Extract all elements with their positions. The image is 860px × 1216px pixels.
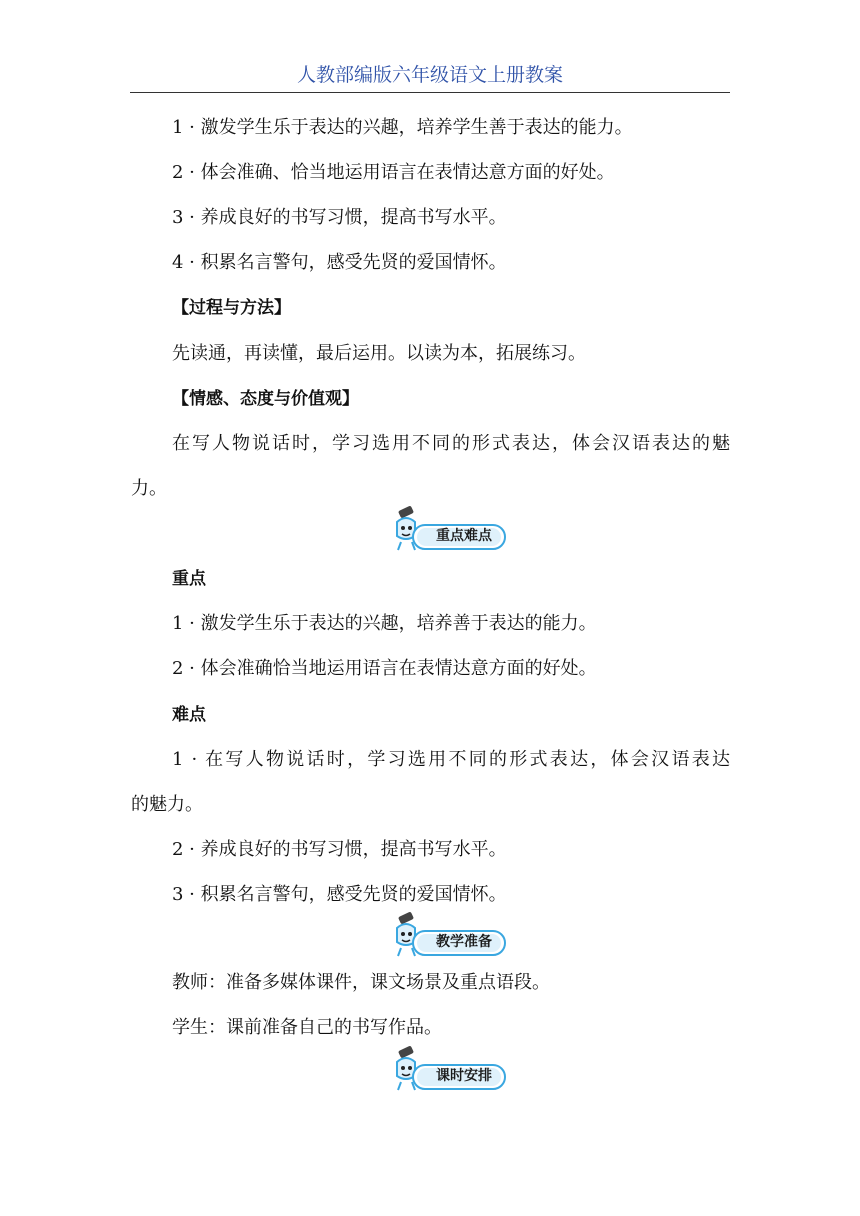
objective-1: 1 · 激发学生乐于表达的兴趣，培养学生善于表达的能力。 [172, 117, 633, 138]
difficult-item-3: 3 · 积累名言警句，感受先贤的爱国情怀。 [172, 884, 507, 905]
key-item-1: 1 · 激发学生乐于表达的兴趣，培养善于表达的能力。 [172, 613, 597, 634]
emotion-line-2: 力。 [131, 478, 167, 499]
key-item-2: 2 · 体会准确恰当地运用语言在表情达意方面的好处。 [172, 658, 597, 679]
objective-3: 3 · 养成良好的书写习惯，提高书写水平。 [172, 207, 507, 228]
difficult-item-2: 2 · 养成良好的书写习惯，提高书写水平。 [172, 839, 507, 860]
difficult-item-1-line-2: 的魅力。 [131, 794, 203, 815]
process-heading: 【过程与方法】 [172, 298, 291, 318]
prep-student: 学生：课前准备自己的书写作品。 [172, 1017, 442, 1038]
schedule-badge [390, 1058, 510, 1092]
difficult-heading: 难点 [172, 705, 206, 725]
prep-teacher: 教师：准备多媒体课件，课文场景及重点语段。 [172, 972, 550, 993]
prep-badge [390, 924, 510, 958]
key-points-badge [390, 518, 510, 552]
page-header [130, 58, 730, 93]
objective-2: 2 · 体会准确、恰当地运用语言在表情达意方面的好处。 [172, 162, 615, 183]
objective-4: 4 · 积累名言警句，感受先贤的爱国情怀。 [172, 252, 507, 273]
key-points-label: 重点难点 [436, 528, 492, 544]
schedule-label: 课时安排 [436, 1068, 492, 1084]
emotion-line-1: 在写人物说话时，学习选用不同的形式表达，体会汉语表达的魅 [172, 433, 730, 454]
difficult-item-1-line-1: 1 · 在写人物说话时，学习选用不同的形式表达，体会汉语表达 [172, 749, 730, 770]
emotion-heading: 【情感、态度与价值观】 [172, 389, 359, 409]
prep-label: 教学准备 [436, 934, 492, 950]
key-heading: 重点 [172, 569, 206, 589]
process-text: 先读通，再读懂，最后运用。以读为本，拓展练习。 [172, 343, 586, 364]
header-title: 人教部编版六年级语文上册教案 [296, 64, 563, 86]
